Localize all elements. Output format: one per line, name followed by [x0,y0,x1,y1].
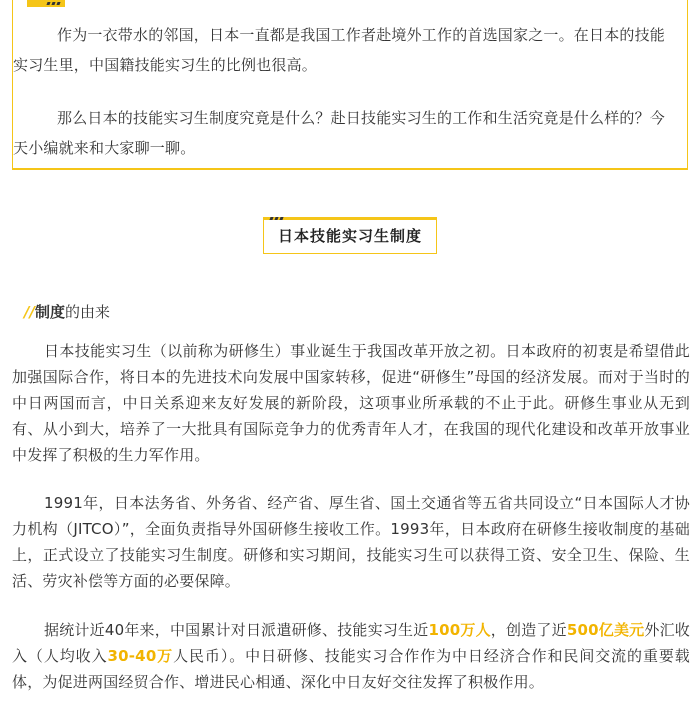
paragraph-origin: 日本技能实习生（以前称为研修生）事业诞生于我国改革开放之初。日本政府的初衷是希望借此加强国际合作，将日本的先进技术向发展中国家转移，促进“研修生”母国的经济发展。而对于当时的中日两国而言，中日关系迎来友好发展的新阶段，这项事业所承载的不止于此。研修生事业从无到有、从小到大，培养了一大批具有国际竞争力的优秀青年人才，在我国的现代化建设和改革开放事业中发挥了积极的生力军作用。 [12,342,690,464]
section-title: 日本技能实习生制度 [277,227,422,245]
subheading [24,300,110,324]
stat-highlight-income: 500亿美元 [566,621,645,639]
intro-paragraph-1: 作为一衣带水的邻国，日本一直都是我国工作者赴境外工作的首选国家之一。在日本的技能实习生里，中国籍技能实习生的比例也很高。 [13,26,666,74]
intro-box [12,0,688,170]
stat-text-3: 外汇收入（人均收入 [12,621,691,665]
stat-text-1: 据统计近40年来，中国累计对日派遣研修、技能实习生近 [44,621,429,639]
subheading-slashes: // [24,303,35,321]
subheading-strong: 制度 [34,303,65,321]
stat-text-2: ，创造了近 [490,621,567,639]
paragraph-jitco: 1991年，日本法务省、外务省、经产省、厚生省、国土交通省等五省共同设立“日本国际人才协力机构（JITCO）”，全面负责指导外国研修生接收工作。1993年，日本政府在研修生接收制度的基础上，正式设立了技能实习生制度。研修和实习期间，技能实习生可以获得工资、安全卫生、保险、生活、劳灾补偿等方面的必要保障。 [12,494,690,590]
decorative-stripe [27,0,65,7]
intro-paragraph-2: 那么日本的技能实习生制度究竟是什么？赴日技能实习生的工作和生活究竟是什么样的？今天小编就来和大家聊一聊。 [13,109,666,157]
subheading-rest: 的由来 [64,303,110,321]
stat-highlight-per-capita: 30-40万 [107,647,174,665]
stat-highlight-trainees: 100万人 [428,621,491,639]
paragraph-statistics [12,617,690,695]
decorative-marks [270,217,288,220]
stat-text-4: 人民币）。中日研修、技能实习合作作为中日经济合作和民间交流的重要载体，为促进两国经贸合作、增进民心相通、深化中日友好交往发挥了积极作用。 [12,647,690,691]
section-heading [263,217,437,254]
